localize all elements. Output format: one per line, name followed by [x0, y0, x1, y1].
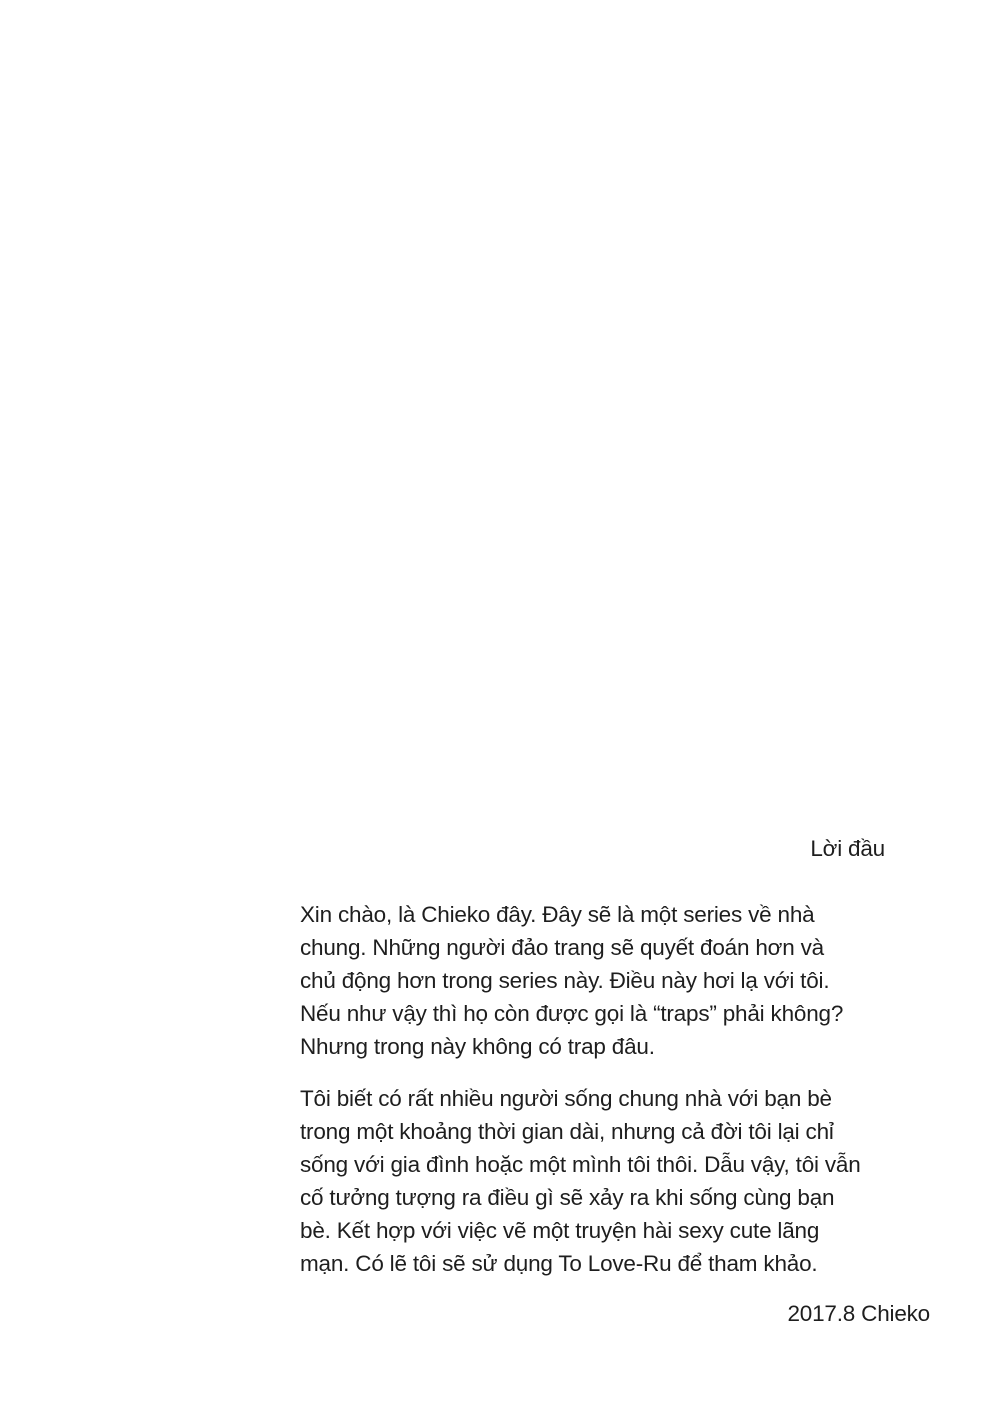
- author-signature: 2017.8 Chieko: [787, 1301, 930, 1326]
- text-line: Nhưng trong này không có trap đâu.: [300, 1034, 655, 1059]
- foreword-text-column: [300, 832, 940, 1330]
- text-line: chủ động hơn trong series này. Điều này hơi lạ với tôi.: [300, 968, 830, 993]
- text-line: mạn. Có lẽ tôi sẽ sử dụng To Love-Ru để tham khảo.: [300, 1251, 818, 1276]
- text-line: trong một khoảng thời gian dài, nhưng cả đời tôi lại chỉ: [300, 1119, 834, 1144]
- text-line: bè. Kết hợp với việc vẽ một truyện hài sexy cute lãng: [300, 1218, 820, 1243]
- foreword-paragraph-2: [300, 1082, 940, 1280]
- text-line: Xin chào, là Chieko đây. Đây sẽ là một series về nhà: [300, 902, 815, 927]
- foreword-paragraph-1: [300, 898, 940, 1063]
- text-line: Nếu như vậy thì họ còn được gọi là “traps” phải không?: [300, 1001, 844, 1026]
- foreword-heading: Lời đầu: [810, 836, 885, 861]
- text-line: cố tưởng tượng ra điều gì sẽ xảy ra khi sống cùng bạn: [300, 1185, 835, 1210]
- text-line: sống với gia đình hoặc một mình tôi thôi. Dẫu vậy, tôi vẫn: [300, 1152, 861, 1177]
- text-line: Tôi biết có rất nhiều người sống chung nhà với bạn bè: [300, 1086, 832, 1111]
- text-line: chung. Những người đảo trang sẽ quyết đoán hơn và: [300, 935, 824, 960]
